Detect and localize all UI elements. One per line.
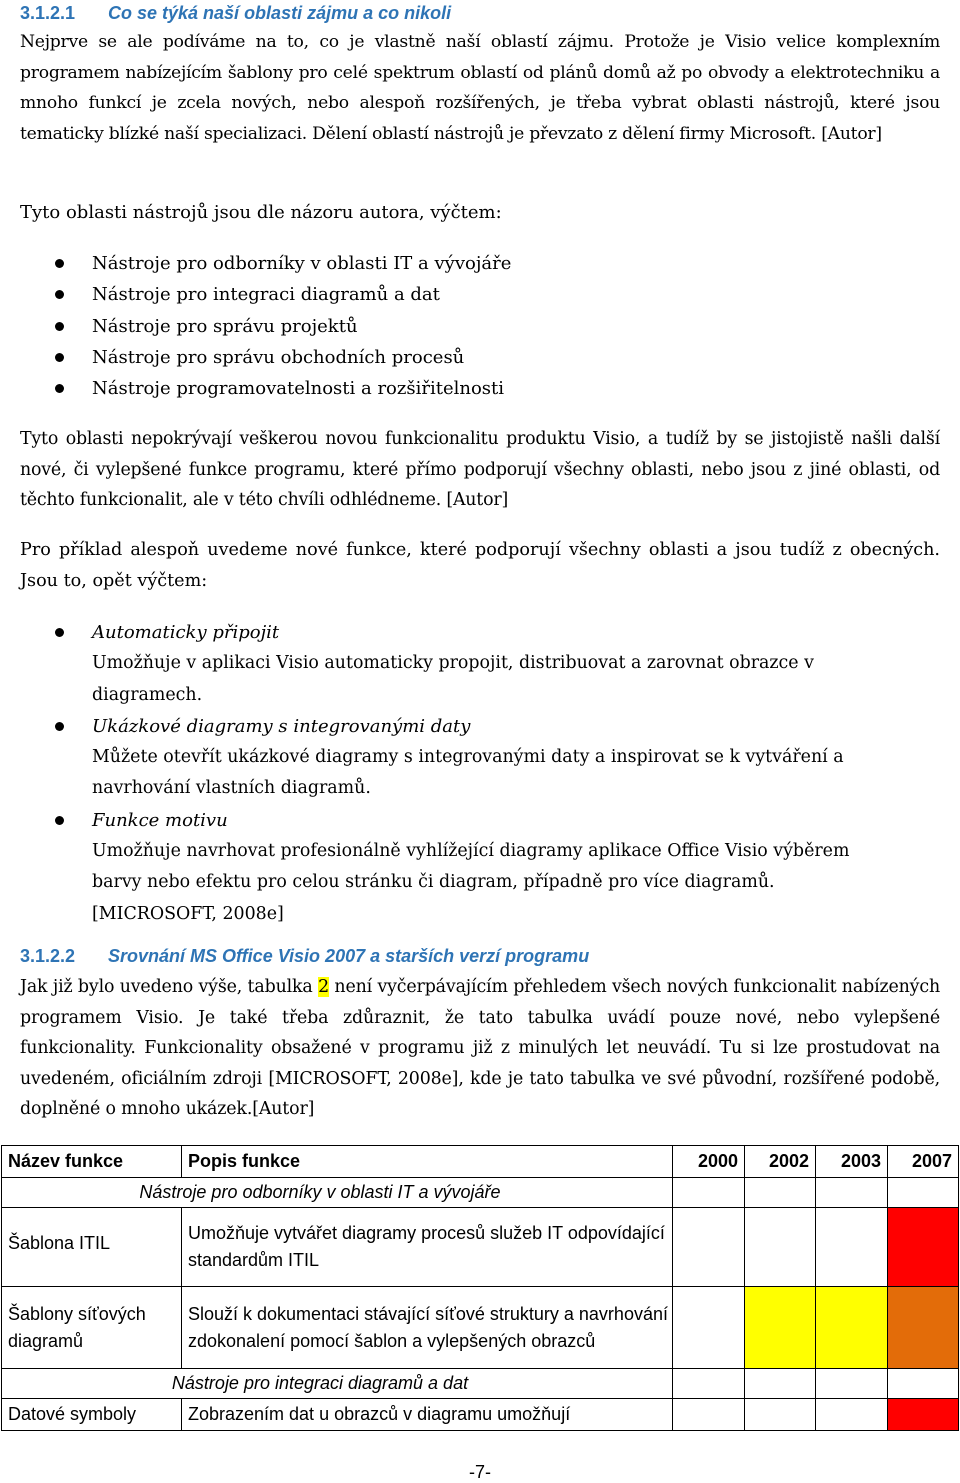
page-number: -7- <box>469 1462 491 1482</box>
table-category-row: Nástroje pro odborníky v oblasti IT a vývojáře <box>2 1178 959 1208</box>
table-row: Datové symboly Zobrazením dat u obrazců v diagramu umožňují <box>2 1399 959 1431</box>
table-header: 2003 <box>816 1146 888 1178</box>
section-heading-3-1-2-2 <box>20 943 589 969</box>
version-cell <box>673 1287 745 1369</box>
version-cell <box>816 1399 888 1431</box>
version-cell <box>745 1208 816 1287</box>
list-item: Nástroje programovatelnosti a rozšiřitelnosti <box>92 378 505 400</box>
version-cell <box>673 1208 745 1287</box>
features-table <box>1 1145 959 1431</box>
list-item: Automaticky připojit Umožňuje v aplikaci Visio automaticky propojit, distribuovat a zarovnat obrazce v diagramech. <box>92 622 814 705</box>
paragraph-intro: Nejprve se ale podíváme na to, co je vlastně naší oblastí zájmu. Protože je Visio velice komplexním programem nabízejícím šablony pro celé spektrum oblastí od plánů domů až po obvody a elektrotechniku a mnoho funkcí je zcela nových, nebo alespoň rozšířených, je třeba vybrat oblasti nástrojů, které jsou tematicky blízké naší specializaci. Dělení oblastí nástrojů je převzato z dělení firmy Microsoft. [Autor] <box>20 32 940 144</box>
section-heading-3-1-2-1 <box>20 0 451 26</box>
paragraph-coverage: Tyto oblasti nepokrývají veškerou novou funkcionalitu produktu Visio, a tudíž by se jistojistě našli další nové, či vylepšené funkce programu, které přímo podporují všechny oblasti, nebo jsou z jiné oblasti, od těchto funkcionalit, ale v této chvíli odhlédneme. [Autor] <box>20 429 940 510</box>
table-header: Popis funkce <box>182 1146 673 1178</box>
list-item: Nástroje pro integraci diagramů a dat <box>92 284 440 306</box>
table-row: Šablona ITIL Umožňuje vytvářet diagramy procesů služeb IT odpovídající standardům ITIL <box>2 1208 959 1287</box>
paragraph-areas-intro: Tyto oblasti nástrojů jsou dle názoru autora, výčtem: <box>20 202 502 223</box>
version-cell <box>888 1399 959 1431</box>
version-cell <box>816 1208 888 1287</box>
list-item: Funkce motivu Umožňuje navrhovat profesionálně vyhlížející diagramy aplikace Office Visio výběrem barvy nebo efektu pro celou stránku či diagram, případně pro více diagramů. [MICROSOFT, 2008e] <box>92 809 850 924</box>
paragraph-general-features: Pro příklad alespoň uvedeme nové funkce, které podporují všechny oblasti a jsou tudíž z obecných. Jsou to, opět výčtem: <box>20 540 940 591</box>
table-reference-highlight: 2 <box>318 977 329 997</box>
version-cell <box>745 1287 816 1369</box>
list-item: Nástroje pro správu obchodních procesů <box>92 346 465 368</box>
features-list <box>20 617 900 930</box>
version-cell <box>888 1208 959 1287</box>
section-number: 3.1.2.2 <box>20 946 76 966</box>
list-item: Nástroje pro odborníky v oblasti IT a vývojáře <box>92 253 512 274</box>
version-cell <box>816 1287 888 1369</box>
list-item: Ukázkové diagramy s integrovanými daty Můžete otevřít ukázkové diagramy s integrovanými daty a inspirovat se k vytváření a navrhování vlastních diagramů. <box>92 715 844 799</box>
section-title: Co se týká naší oblasti zájmu a co nikoli <box>108 3 452 23</box>
version-cell <box>888 1287 959 1369</box>
table-category-row: Nástroje pro integraci diagramů a dat <box>2 1369 959 1399</box>
table-header: Název funkce <box>2 1146 182 1178</box>
section-number: 3.1.2.1 <box>20 3 76 23</box>
table-header: 2000 <box>673 1146 745 1178</box>
list-item: Nástroje pro správu projektů <box>92 315 358 337</box>
table-header: 2007 <box>888 1146 959 1178</box>
tool-areas-list <box>20 248 920 404</box>
table-header: 2002 <box>745 1146 816 1178</box>
table-row: Šablony síťových diagramů Slouží k dokumentaci stávající síťové struktury a navrhování zdokonalení pomocí šablon a vylepšených obrazců <box>2 1287 959 1369</box>
paragraph-comparison: Jak již bylo uvedeno výše, tabulka 2 není vyčerpávajícím přehledem všech nových funkcionalit nabízených programem Visio. Je také třeba zdůraznit, že tato tabulka uvádí pouze nové, nebo vylepšené funkcionality. Funkcionality obsažené v programu již z minulých let neuvádí. Tu si lze prostudovat na uvedeném, oficiálním zdroji [MICROSOFT, 2008e], kde je tato tabulka ve své původní, rozšířené podobě, doplněné o mnoho ukázek.[Autor] <box>20 977 940 1119</box>
section-title: Srovnání MS Office Visio 2007 a starších verzí programu <box>108 946 590 966</box>
version-cell <box>673 1399 745 1431</box>
table-header-row <box>2 1146 959 1178</box>
version-cell <box>745 1399 816 1431</box>
